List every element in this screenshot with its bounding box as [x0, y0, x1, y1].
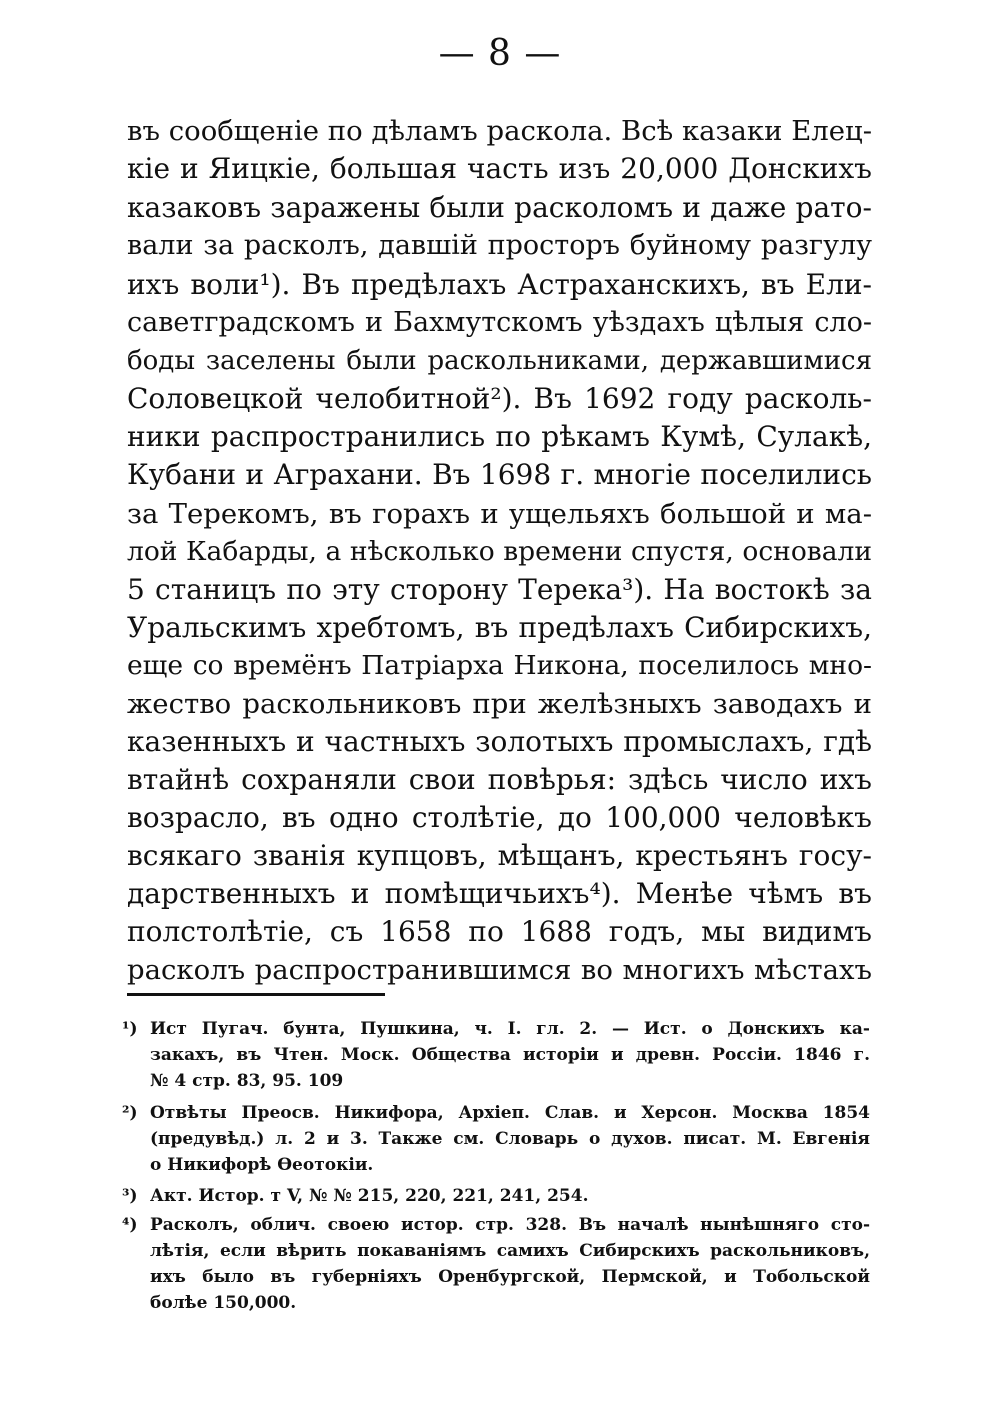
footnote-line: болѣе 150,000.: [150, 1293, 297, 1313]
body-line: возрасло, въ одно столѣтіе, до 100,000 человѣкъ: [127, 801, 872, 834]
page-number: — 8 —: [438, 33, 562, 74]
body-line: кіе и Яицкіе, большая часть изъ 20,000 Донскихъ: [127, 152, 872, 185]
footnote-marker: ²): [122, 1103, 138, 1123]
body-line: боды заселены были раскольниками, державшимися: [127, 346, 872, 376]
body-line: Кубани и Аграхани. Въ 1698 г. многіе поселились: [127, 458, 872, 491]
footnote-line: ихъ было въ губерніяхъ Оренбургской, Пермской, и Тобольской: [150, 1267, 870, 1287]
footnote-line: закахъ, въ Чтен. Моск. Общества исторіи и древн. Россіи. 1846 г.: [150, 1045, 870, 1065]
footnote-line: Акт. Истор. т V, № № 215, 220, 221, 241, 254.: [150, 1186, 589, 1206]
body-line: 5 станицъ по эту сторону Терека³). На востокѣ за: [127, 573, 872, 606]
footnote-line: Отвѣты Преосв. Никифора, Архіеп. Слав. и Херсон. Москва 1854: [150, 1103, 870, 1123]
body-line: въ сообщеніе по дѣламъ раскола. Всѣ казаки Елец-: [127, 115, 872, 147]
body-line: еще со времёнъ Патріарха Никона, поселилось мно-: [127, 650, 872, 681]
footnote-line: о Никифорѣ Ѳеотокіи.: [150, 1155, 374, 1175]
body-line: казенныхъ и частныхъ золотыхъ промыслахъ, гдѣ: [127, 725, 872, 758]
footnote-marker: ³): [122, 1186, 138, 1206]
body-line: ники распространились по рѣкамъ Кумѣ, Сулакѣ,: [127, 420, 872, 453]
body-line: дарственныхъ и помѣщичьихъ⁴). Менѣе чѣмъ въ: [127, 877, 872, 910]
footnote-line: № 4 стр. 83, 95. 109: [150, 1071, 344, 1091]
footnote-marker: ¹): [122, 1019, 138, 1039]
body-line: саветградскомъ и Бахмутскомъ уѣздахъ цѣлыя сло-: [127, 307, 872, 338]
body-line: жество раскольниковъ при желѣзныхъ заводахъ и: [127, 688, 872, 720]
footnote-line: (предувѣд.) л. 2 и 3. Также см. Словарь о духов. писат. М. Евгенія: [150, 1129, 870, 1149]
body-line: казаковъ заражены были расколомъ и даже рато-: [127, 191, 872, 224]
body-line: Уральскимъ хребтомъ, въ предѣлахъ Сибирскихъ,: [127, 611, 872, 644]
footnote-line: Ист Пугач. бунта, Пушкина, ч. I. гл. 2. — Ист. о Донскихъ ка-: [150, 1019, 870, 1039]
body-line: лой Кабарды, а нѣсколько времени спустя, основали: [127, 536, 872, 567]
body-line: расколъ распространившимся во многихъ мѣстахъ: [127, 954, 872, 986]
footnote-line: лѣтія, если вѣрить покаваніямъ самихъ Сибирскихъ раскольниковъ,: [150, 1241, 870, 1261]
body-line: вали за расколъ, давшій просторъ буйному разгулу: [127, 230, 872, 261]
footnote-marker: ⁴): [122, 1215, 138, 1235]
body-line: Соловецкой челобитной²). Въ 1692 году расколь-: [127, 382, 872, 415]
body-line: полстолѣтіе, съ 1658 по 1688 годъ, мы видимъ: [127, 915, 872, 948]
body-line: всякаго званія купцовъ, мѣщанъ, крестьянъ госу-: [127, 839, 872, 872]
body-line: втайнѣ сохраняли свои повѣрья: здѣсь число ихъ: [127, 763, 872, 796]
footnote-separator: [127, 993, 385, 996]
body-line: за Терекомъ, въ горахъ и ущельяхъ большой и ма-: [127, 498, 872, 530]
body-line: ихъ воли¹). Въ предѣлахъ Астраханскихъ, въ Ели-: [127, 268, 872, 301]
footnote-line: Расколъ, облич. своею истор. стр. 328. Въ началѣ нынѣшняго сто-: [150, 1215, 870, 1235]
